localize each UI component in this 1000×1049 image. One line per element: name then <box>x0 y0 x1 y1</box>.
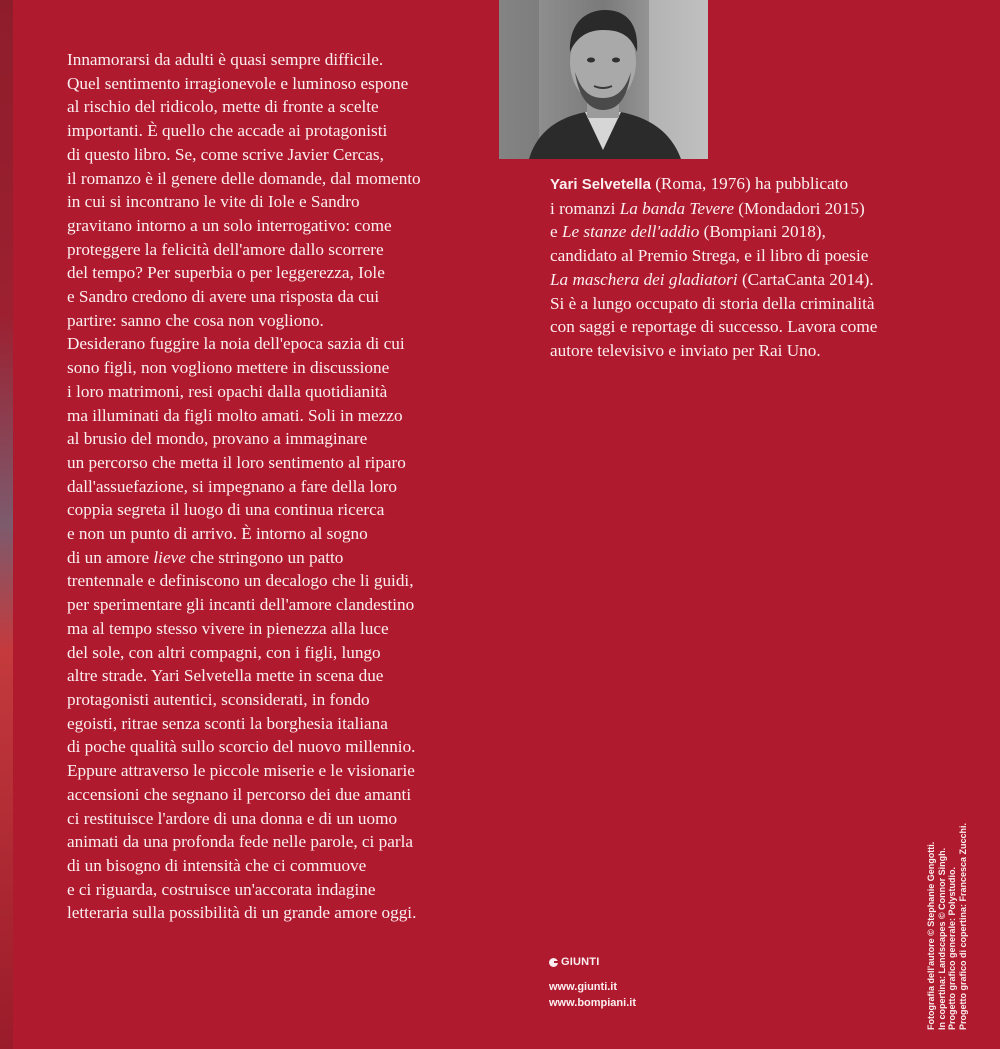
bio-text: e <box>550 222 562 242</box>
giunti-url: www.giunti.it <box>549 981 618 993</box>
bompiani-url: www.bompiani.it <box>549 997 636 1009</box>
blurb-line: Desiderano fuggire la noia dell'epoca sazia di cui <box>67 334 405 354</box>
blurb-line: ma illuminati da figli molto amati. Soli in mezzo <box>67 405 403 425</box>
blurb-line <box>67 548 343 567</box>
blurb-line: e non un punto di arrivo. È intorno al sogno <box>67 524 368 544</box>
blurb-line: ci restituisce l'ardore di una donna e di un uomo <box>67 808 398 828</box>
blurb-line: un percorso che metta il loro sentimento al riparo <box>67 452 406 472</box>
blurb-line: ma al tempo stesso vivere in pienezza alla luce <box>67 618 389 638</box>
blurb-line: e Sandro credono di avere una risposta da cui <box>67 287 380 307</box>
credit-line: Progetto grafico di copertina: Francesca Zucchi. <box>957 822 968 1030</box>
book-blurb <box>67 48 487 925</box>
credit-line: Progetto grafico generale: Polystudio. <box>947 866 957 1030</box>
bio-line <box>550 197 970 221</box>
image-credits <box>926 810 968 1030</box>
blurb-line: accensioni che segnano il percorso dei due amanti <box>67 784 412 804</box>
blurb-line: importanti. È quello che accade ai protagonisti <box>67 121 388 141</box>
blurb-line: altre strade. Yari Selvetella mette in scena due <box>67 666 384 686</box>
bio-line: con saggi e reportage di successo. Lavora come <box>550 317 878 337</box>
credit-line: In copertina: Landscapes © Connor Singh. <box>936 847 947 1030</box>
blurb-italic-word: lieve <box>153 547 186 567</box>
author-portrait-image <box>499 0 708 159</box>
blurb-line: egoisti, ritrae senza sconti la borghesia italiana <box>67 713 388 733</box>
blurb-line: di un bisogno di intensità che ci commuove <box>67 855 367 875</box>
author-photo <box>499 0 708 159</box>
blurb-line: Innamorarsi da adulti è quasi sempre difficile. <box>67 50 384 69</box>
blurb-line: Eppure attraverso le piccole miserie e le visionarie <box>67 761 415 781</box>
blurb-line: Quel sentimento irragionevole e luminoso espone <box>67 73 409 93</box>
blurb-line: del sole, con altri compagni, con i figli, lungo <box>67 642 381 662</box>
blurb-line: protagonisti autentici, sconsiderati, in fondo <box>67 689 370 709</box>
blurb-line: sono figli, non vogliono mettere in discussione <box>67 358 390 378</box>
blurb-line: i loro matrimoni, resi opachi dalla quotidianità <box>67 381 388 401</box>
blurb-line: al brusio del mondo, provano a immaginare <box>67 429 368 449</box>
blurb-line: al rischio del ridicolo, mette di fronte a scelte <box>67 97 379 117</box>
blurb-line: in cui si incontrano le vite di Iole e Sandro <box>67 192 360 212</box>
publisher-logo-text: GIUNTI <box>561 956 600 968</box>
book-title: La banda Tevere <box>619 198 734 218</box>
blurb-line: animati da una profonda fede nelle parole, ci parla <box>67 832 413 852</box>
author-name: Yari Selvetella <box>550 176 651 193</box>
bio-text: (CartaCanta 2014). <box>737 269 874 289</box>
book-title: Le stanze dell'addio <box>561 222 700 242</box>
credit-line: Fotografia dell'autore © Stephanie Gengotti. <box>926 841 936 1030</box>
blurb-line: di poche qualità sullo scorcio del nuovo millennio. <box>67 737 416 757</box>
giunti-logo-icon <box>549 958 558 967</box>
bio-text: (Bompiani 2018), <box>699 222 826 242</box>
blurb-line: per sperimentare gli incanti dell'amore clandestino <box>67 595 415 615</box>
bio-line <box>550 220 970 244</box>
publisher-urls <box>549 979 636 1011</box>
bio-line <box>550 268 970 292</box>
blurb-line: trentennale e definiscono un decalogo che li guidi, <box>67 571 414 591</box>
blurb-text: che stringono un patto <box>185 547 344 567</box>
bio-line: candidato al Premio Strega, e il libro di poesie <box>550 246 869 266</box>
blurb-line: il romanzo è il genere delle domande, dal momento <box>67 168 421 188</box>
blurb-text: di un amore <box>67 547 154 567</box>
author-bio <box>550 172 970 363</box>
blurb-line: del tempo? Per superbia o per leggerezza, Iole <box>67 263 385 283</box>
bio-line: autore televisivo e inviato per Rai Uno. <box>550 340 821 360</box>
bio-line: Si è a lungo occupato di storia della criminalità <box>550 293 875 313</box>
blurb-line: proteggere la felicità dell'amore dallo scorrere <box>67 239 384 259</box>
blurb-line: coppia segreta il luogo di una continua ricerca <box>67 500 385 520</box>
blurb-line: dall'assuefazione, si impegnano a fare della loro <box>67 476 398 496</box>
bio-text: i romanzi <box>550 198 620 218</box>
blurb-line: partire: sanno che cosa non vogliono. <box>67 310 324 330</box>
blurb-line: e ci riguarda, costruisce un'accorata indagine <box>67 879 376 899</box>
blurb-line: gravitano intorno a un solo interrogativo: come <box>67 215 392 235</box>
cover-edge-strip <box>0 0 13 1049</box>
publisher-logo <box>549 956 599 968</box>
book-title: La maschera dei gladiatori <box>550 269 738 289</box>
bio-line <box>550 172 970 197</box>
bio-text: (Roma, 1976) ha pubblicato <box>650 174 849 193</box>
blurb-line: letteraria sulla possibilità di un grande amore oggi. <box>67 903 417 923</box>
blurb-line: di questo libro. Se, come scrive Javier Cercas, <box>67 144 384 164</box>
bio-text: (Mondadori 2015) <box>733 198 865 218</box>
